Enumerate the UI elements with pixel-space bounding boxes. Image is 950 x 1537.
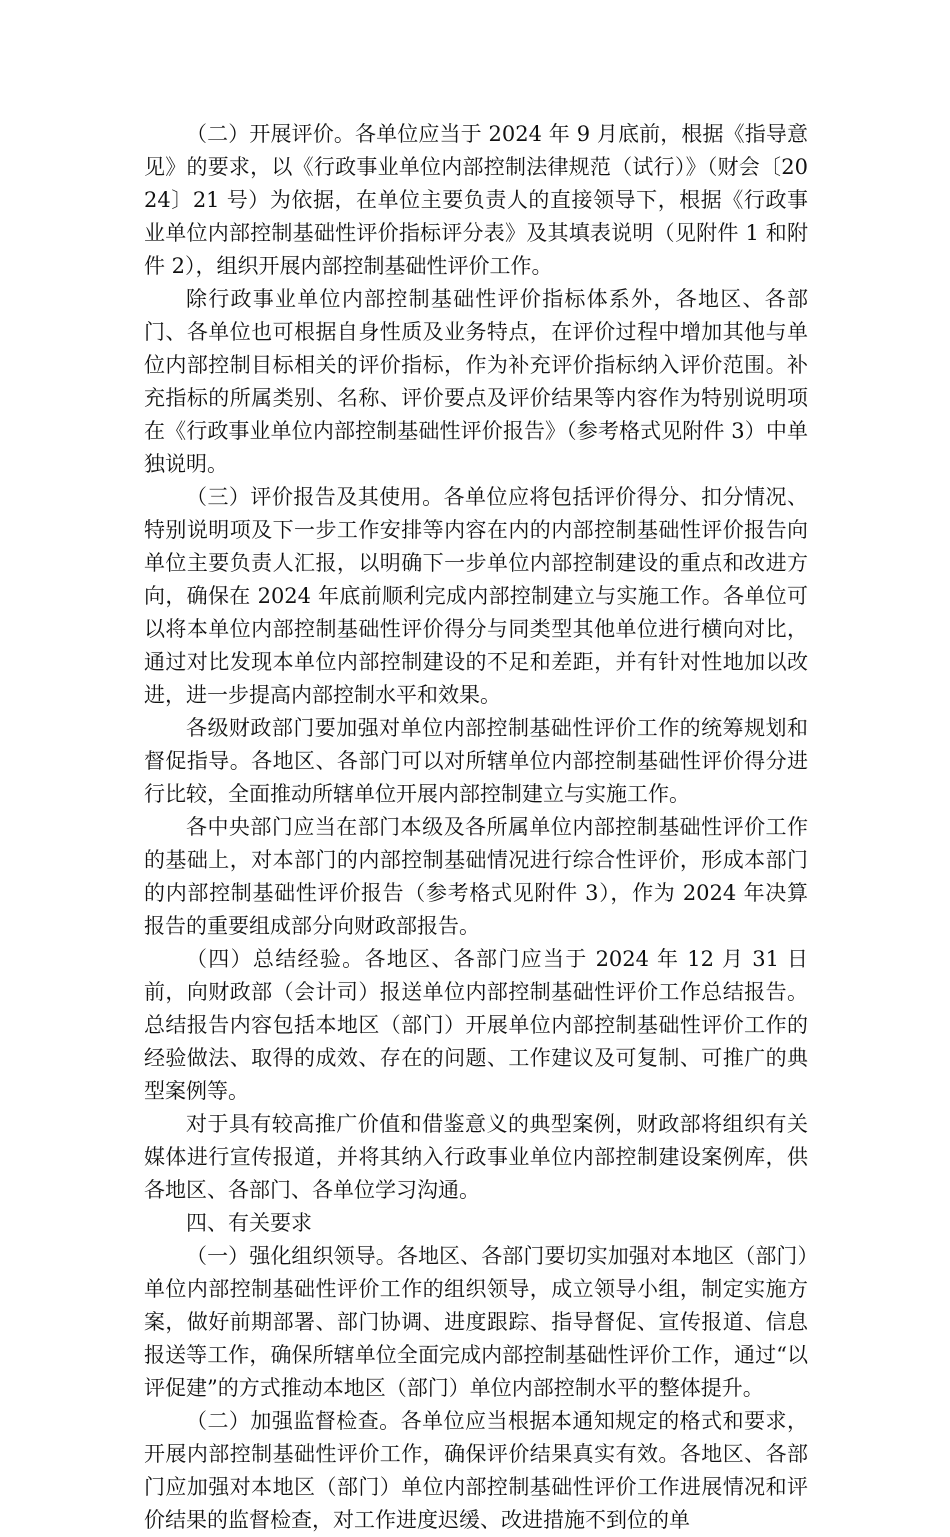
- section-heading-requirements: 四、有关要求: [186, 1211, 312, 1235]
- paragraph-typical-cases: 对于具有较高推广价值和借鉴意义的典型案例，财政部将组织有关媒体进行宣传报道，并将其纳入行政事业单位内部控制建设案例库，供各地区、各部门、各单位学习沟通。: [144, 1112, 808, 1202]
- paragraph-evaluation-report: （三）评价报告及其使用。各单位应将包括评价得分、扣分情况、特别说明项及下一步工作安排等内容在内的内部控制基础性评价报告向单位主要负责人汇报，以明确下一步单位内部控制建设的重点和改进方向，确保在 2024 年底前顺利完成内部控制建立与实施工作。各单位可以将本单位内部控制基础性评价得分与同类型其他单位进行横向对比，通过对比发现本单位内部控制建设的不足和差距，并有针对性地加以改进，进一步提高内部控制水平和效果。: [144, 485, 808, 707]
- paragraph-finance-departments: 各级财政部门要加强对单位内部控制基础性评价工作的统筹规划和督促指导。各地区、各部门可以对所辖单位内部控制基础性评价得分进行比较，全面推动所辖单位开展内部控制建立与实施工作。: [144, 716, 808, 806]
- document-body: [144, 118, 808, 1537]
- paragraph-supervision-inspection: （二）加强监督检查。各单位应当根据本通知规定的格式和要求，开展内部控制基础性评价工作，确保评价结果真实有效。各地区、各部门应加强对本地区（部门）单位内部控制基础性评价工作进展情况和评价结果的监督检查，对工作进度迟缓、改进措施不到位的单: [144, 1409, 808, 1532]
- paragraph-organizational-leadership: （一）强化组织领导。各地区、各部门要切实加强对本地区（部门）单位内部控制基础性评价工作的组织领导，成立领导小组，制定实施方案，做好前期部署、部门协调、进度跟踪、指导督促、宣传报道、信息报送等工作，确保所辖单位全面完成内部控制基础性评价工作，通过“以评促建”的方式推动本地区（部门）单位内部控制水平的整体提升。: [144, 1244, 808, 1400]
- paragraph-central-departments: 各中央部门应当在部门本级及各所属单位内部控制基础性评价工作的基础上，对本部门的内部控制基础情况进行综合性评价，形成本部门的内部控制基础性评价报告（参考格式见附件 3），作为 2024 年决算报告的重要组成部分向财政部报告。: [144, 815, 808, 938]
- paragraph-evaluation: （二）开展评价。各单位应当于 2024 年 9 月底前，根据《指导意见》的要求，以《行政事业单位内部控制法律规范（试行）》（财会〔2024〕21 号）为依据，在单位主要负责人的直接领导下，根据《行政事业单位内部控制基础性评价指标评分表》及其填表说明（见附件 1 和附件 2），组织开展内部控制基础性评价工作。: [144, 122, 808, 278]
- paragraph-summarize-experience: （四）总结经验。各地区、各部门应当于 2024 年 12 月 31 日前，向财政部（会计司）报送单位内部控制基础性评价工作总结报告。总结报告内容包括本地区（部门）开展单位内部控制基础性评价工作的经验做法、取得的成效、存在的问题、工作建议及可复制、可推广的典型案例等。: [144, 947, 808, 1103]
- paragraph-supplementary-indicators: 除行政事业单位内部控制基础性评价指标体系外，各地区、各部门、各单位也可根据自身性质及业务特点，在评价过程中增加其他与单位内部控制目标相关的评价指标，作为补充评价指标纳入评价范围。补充指标的所属类别、名称、评价要点及评价结果等内容作为特别说明项在《行政事业单位内部控制基础性评价报告》（参考格式见附件 3）中单独说明。: [144, 287, 808, 476]
